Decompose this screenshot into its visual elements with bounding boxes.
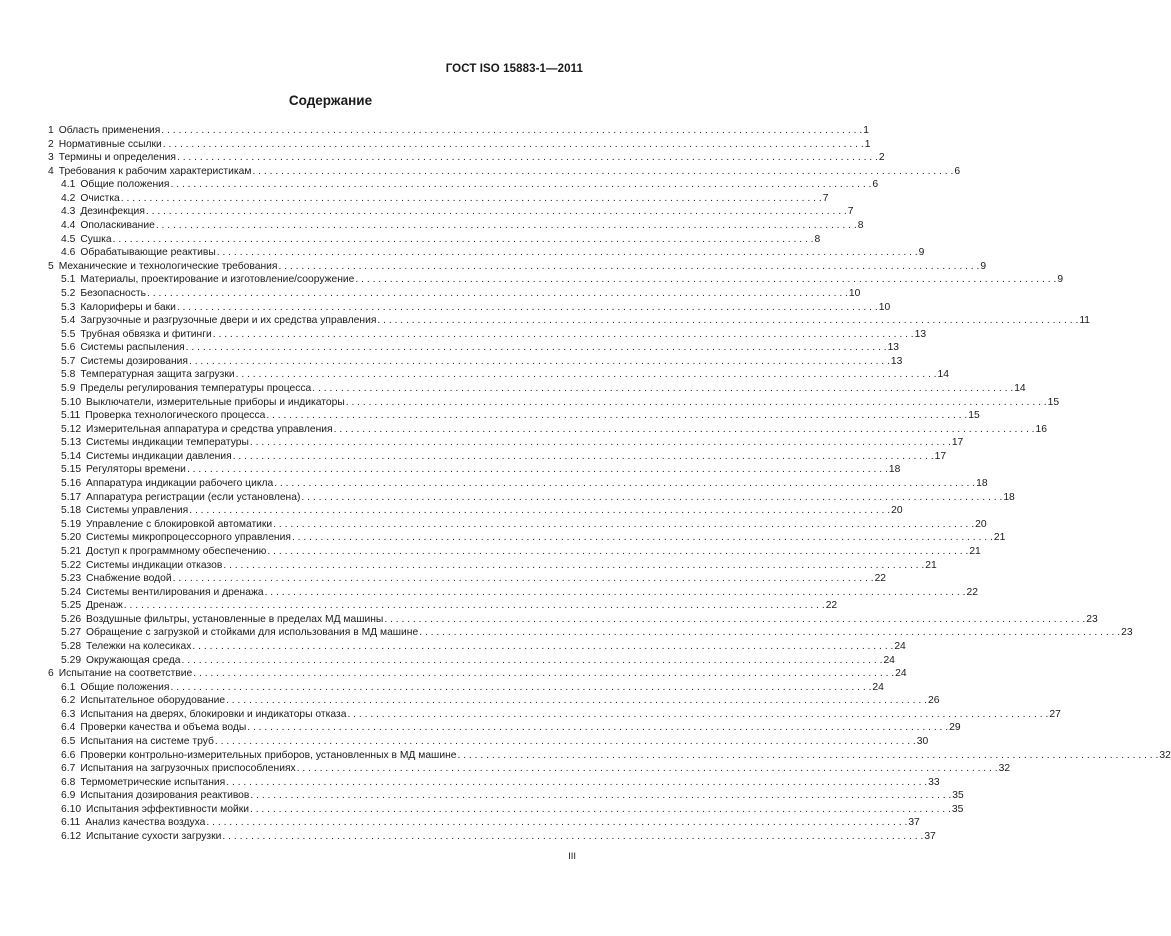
toc-entry[interactable] [48,816,920,830]
toc-entry-title: Общие положения [80,179,170,191]
toc-entry-number: 6.3 [61,708,76,720]
toc-leader-dots [193,667,894,681]
toc-entry-title: Доступ к программному обеспечению [86,545,267,557]
document-code: ГОСТ ISO 15883-1—2011 [445,63,583,75]
toc-entry-title: Общие положения [80,681,170,693]
toc-entry[interactable] [48,396,1060,410]
toc-leader-dots [334,423,1035,437]
toc-entry-title: Системы индикации давления [86,450,232,462]
toc-entry[interactable] [48,477,988,491]
toc-entry-number: 5 [48,260,54,272]
toc-entry-number: 6.1 [61,681,76,693]
toc-entry[interactable] [48,328,927,342]
toc-leader-dots [173,572,874,586]
toc-entry-page: 14 [937,369,949,381]
toc-entry-number: 6.11 [61,817,81,829]
toc-entry[interactable] [48,138,871,152]
toc-entry-number: 3 [48,152,54,164]
toc-entry-title: Аппаратура индикации рабочего цикла [86,478,274,490]
toc-entry[interactable] [48,721,961,735]
toc-entry-number: 6.4 [61,722,76,734]
toc-entry[interactable] [48,273,1064,287]
toc-entry-page: 35 [952,790,964,802]
toc-entry-number: 6.7 [61,763,76,775]
toc-entry[interactable] [48,246,925,260]
toc-leader-dots [223,559,924,573]
toc-leader-dots [189,504,890,518]
toc-entry[interactable] [48,260,987,274]
toc-leader-dots [186,341,887,355]
toc-entry[interactable] [48,545,981,559]
toc-leader-dots [267,545,968,559]
toc-entry-page: 7 [847,206,854,218]
toc-entry-number: 4.3 [61,206,76,218]
toc-entry[interactable] [48,586,978,600]
toc-entry-number: 2 [48,138,54,150]
toc-entry[interactable] [48,613,1098,627]
toc-entry-page: 24 [872,681,884,693]
toc-entry-number: 5.7 [61,355,76,367]
page-title: Содержание [288,93,373,108]
toc-entry-page: 23 [1086,613,1098,625]
toc-entry-number: 4.6 [61,247,76,259]
toc-entry-number: 5.20 [61,532,82,544]
toc-leader-dots [213,328,914,342]
toc-entry[interactable] [48,681,884,695]
toc-entry-number: 5.13 [61,437,82,449]
toc-entry-page: 11 [1079,315,1091,327]
toc-entry-number: 5.21 [61,545,82,557]
toc-entry-number: 5.22 [61,559,82,571]
toc-entry[interactable] [48,409,980,423]
toc-entry[interactable] [48,749,1171,763]
toc-entry-number: 5.26 [61,613,82,625]
table-of-contents [48,124,1171,844]
toc-entry-title: Снабжение водой [86,573,172,585]
toc-leader-dots [252,165,953,179]
toc-entry-page: 22 [874,573,887,585]
toc-entry-number: 5.4 [61,315,76,327]
toc-entry[interactable] [48,708,1061,722]
toc-entry-page: 6 [872,179,879,191]
toc-entry-number: 1 [48,125,54,136]
toc-entry-title: Измерительная аппаратура и средства управления [86,423,333,435]
toc-entry-title: Системы дозирования [80,355,188,367]
toc-entry-number: 5.29 [61,654,82,666]
toc-leader-dots [177,301,878,315]
toc-leader-dots [346,396,1047,410]
toc-entry[interactable] [48,491,1015,505]
toc-entry-number: 5.2 [61,287,76,299]
toc-entry-page: 20 [975,518,987,530]
toc-entry[interactable] [48,423,1048,437]
toc-entry-title: Воздушные фильтры, установленные в пределах МД машины [86,613,384,625]
toc-entry-page: 16 [1035,423,1048,435]
toc-entry-page: 7 [822,192,829,204]
toc-leader-dots [177,151,878,165]
toc-entry[interactable] [48,368,949,382]
toc-entry-title: Испытания на загрузочных приспособлениях [80,763,296,775]
toc-entry-title: Безопасность [80,287,147,299]
toc-entry-number: 6.9 [61,790,76,802]
toc-entry-page: 26 [927,695,940,707]
toc-leader-dots [215,735,916,749]
toc-entry-number: 5.11 [61,410,81,422]
toc-entry-number: 5.15 [61,464,82,476]
toc-entry-page: 15 [968,410,980,422]
toc-entry-title: Материалы, проектирование и изготовление/сооружение [80,274,355,286]
toc-entry-number: 5.1 [61,274,76,286]
toc-entry[interactable] [48,355,903,369]
toc-entry[interactable] [48,124,869,138]
toc-entry-title: Сушка [80,233,112,245]
toc-entry[interactable] [48,436,964,450]
toc-entry-page: 27 [1049,708,1061,720]
toc-entry-page: 29 [949,722,961,734]
toc-entry-title: Нормативные ссылки [58,138,162,150]
toc-entry-title: Ополаскивание [80,220,155,232]
toc-leader-dots [265,586,966,600]
toc-entry-page: 17 [934,450,947,462]
toc-entry-title: Аппаратура регистрации (если установлена) [86,491,301,503]
toc-entry[interactable] [48,287,861,301]
toc-entry-number: 4.2 [61,192,76,204]
toc-entry-page: 1 [864,138,871,150]
toc-entry-title: Дренаж [86,600,123,612]
toc-leader-dots [312,382,1013,396]
toc-entry-page: 17 [951,437,964,449]
toc-entry[interactable] [48,463,901,477]
toc-entry[interactable] [48,599,838,613]
toc-entry-number: 6.6 [61,749,76,761]
toc-leader-dots [171,178,872,192]
toc-entry-number: 5.8 [61,369,76,381]
toc-entry-page: 21 [925,559,937,571]
toc-entry-page: 21 [993,532,1006,544]
toc-entry[interactable] [48,694,940,708]
toc-entry-number: 5.6 [61,342,76,354]
toc-entry-page: 10 [878,301,891,313]
toc-entry-title: Испытания дозирования реактивов [80,790,250,802]
toc-entry-number: 4.1 [61,179,76,191]
toc-leader-dots [250,803,951,817]
toc-leader-dots [233,450,934,464]
toc-entry-number: 5.17 [61,491,82,503]
toc-entry[interactable] [48,654,895,668]
toc-entry-title: Температурная защита загрузки [80,369,235,381]
toc-entry[interactable] [48,382,1026,396]
toc-entry[interactable] [48,626,1133,640]
toc-leader-dots [124,599,825,613]
toc-leader-dots [236,368,937,382]
toc-entry-title: Тележки на колесиках [86,640,192,652]
toc-entry-title: Термометрические испытания [80,776,226,788]
toc-leader-dots [192,640,893,654]
toc-leader-dots [226,776,927,790]
toc-entry-title: Испытание на соответствие [58,668,193,680]
toc-entry-number: 5.3 [61,301,76,313]
toc-entry-number: 5.25 [61,600,82,612]
toc-entry-number: 5.14 [61,450,82,462]
toc-entry-number: 4.5 [61,233,76,245]
toc-entry-number: 5.28 [61,640,82,652]
toc-entry-title: Системы индикации отказов [86,559,223,571]
toc-entry[interactable] [48,789,964,803]
toc-leader-dots [384,613,1085,627]
toc-entry-page: 24 [895,668,907,680]
toc-entry[interactable] [48,830,936,844]
toc-leader-dots [121,192,822,206]
toc-entry-page: 10 [848,287,861,299]
toc-entry[interactable] [48,165,961,179]
toc-entry-title: Испытательное оборудование [80,695,226,707]
toc-entry[interactable] [48,151,885,165]
toc-entry[interactable] [48,450,947,464]
toc-entry[interactable] [48,341,900,355]
toc-leader-dots [347,708,1048,722]
toc-entry-title: Системы индикации температуры [86,437,249,449]
toc-entry[interactable] [48,803,964,817]
toc-entry-page: 9 [980,260,987,272]
toc-entry-number: 5.19 [61,518,82,530]
toc-entry-title: Выключатели, измерительные приборы и индикаторы [86,396,345,408]
toc-entry[interactable] [48,504,903,518]
toc-entry-title: Калориферы и баки [80,301,176,313]
toc-entry-page: 9 [1057,274,1064,286]
toc-leader-dots [292,531,993,545]
toc-entry-title: Испытания эффективности мойки [86,803,249,815]
toc-entry-page: 22 [825,600,838,612]
toc-entry[interactable] [48,762,1011,776]
toc-entry[interactable] [48,314,1091,328]
toc-entry-page: 23 [1121,627,1133,639]
toc-leader-dots [247,721,948,735]
toc-entry-title: Область применения [58,125,161,136]
toc-leader-dots [297,762,998,776]
toc-entry-page: 24 [894,640,906,652]
toc-entry-page: 37 [924,831,936,843]
toc-entry-page: 32 [1159,749,1171,761]
toc-entry-number: 5.23 [61,573,82,585]
toc-entry-page: 9 [918,247,925,259]
toc-entry-page: 18 [1003,491,1015,503]
toc-entry[interactable] [48,219,864,233]
toc-entry-number: 5.27 [61,627,82,639]
toc-leader-dots [187,463,888,477]
toc-entry-page: 13 [887,342,900,354]
toc-entry-title: Испытание сухости загрузки [86,831,222,843]
toc-entry-page: 30 [916,736,929,748]
toc-entry[interactable] [48,518,987,532]
toc-entry-page: 22 [966,586,978,598]
toc-leader-dots [146,205,847,219]
toc-entry-number: 5.12 [61,423,82,435]
toc-leader-dots [419,626,1120,640]
toc-entry-page: 13 [914,328,927,340]
toc-entry-title: Дезинфекция [80,206,145,218]
toc-entry-page: 37 [908,817,920,829]
toc-leader-dots [273,518,974,532]
toc-entry-page: 8 [814,233,821,245]
toc-entry-page: 32 [998,763,1011,775]
toc-leader-dots [377,314,1078,328]
toc-entry-title: Термины и определения [58,152,176,164]
toc-entry-page: 24 [883,654,895,666]
toc-leader-dots [182,654,883,668]
toc-entry-page: 1 [863,125,869,136]
toc-entry-title: Испытания на системе труб [80,736,214,748]
toc-entry-number: 6 [48,668,54,680]
toc-entry-title: Проверки контрольно-измерительных приборов, установленных в МД машине [80,749,457,761]
toc-entry-number: 5.24 [61,586,82,598]
toc-entry-title: Анализ качества воздуха [85,817,206,829]
toc-entry-title: Проверка технологического процесса [85,410,266,422]
toc-leader-dots [226,694,927,708]
toc-leader-dots [222,830,923,844]
toc-entry[interactable] [48,301,891,315]
toc-leader-dots [113,233,814,247]
toc-entry[interactable] [48,640,906,654]
toc-entry-page: 18 [976,478,988,490]
toc-entry-title: Очистка [80,192,120,204]
toc-entry-page: 13 [890,355,903,367]
toc-entry-number: 4.4 [61,220,76,232]
toc-leader-dots [156,219,857,233]
toc-entry-page: 33 [928,776,940,788]
toc-entry-title: Окружающая среда [86,654,181,666]
toc-entry-title: Обращение с загрузкой и стойками для использования в МД машине [86,627,419,639]
toc-entry-number: 5.16 [61,478,82,490]
toc-entry[interactable] [48,559,937,573]
toc-leader-dots [250,436,951,450]
toc-entry-page: 21 [969,545,981,557]
toc-entry-title: Управление с блокировкой автоматики [86,518,273,530]
toc-leader-dots [250,789,951,803]
toc-leader-dots [278,260,979,274]
toc-entry-page: 15 [1047,396,1060,408]
toc-leader-dots [163,138,864,152]
toc-leader-dots [274,477,975,491]
toc-entry-title: Испытания на дверях, блокировки и индикаторы отказа [80,708,347,720]
toc-leader-dots [355,273,1056,287]
toc-entry[interactable] [48,735,929,749]
toc-entry-page: 14 [1014,382,1026,394]
toc-leader-dots [217,246,918,260]
toc-entry-number: 6.5 [61,736,76,748]
toc-entry-number: 5.18 [61,505,82,517]
toc-leader-dots [206,816,907,830]
toc-entry-number: 5.5 [61,328,76,340]
toc-entry[interactable] [48,178,879,192]
toc-entry-title: Механические и технологические требования [58,260,278,272]
toc-entry-title: Системы управления [86,505,189,517]
toc-entry-number: 5.9 [61,382,76,394]
toc-entry-title: Загрузочные и разгрузочные двери и их средства управления [80,315,377,327]
toc-leader-dots [266,409,967,423]
toc-entry[interactable] [48,233,821,247]
toc-entry-title: Обрабатывающие реактивы [80,247,216,259]
toc-entry[interactable] [48,572,887,586]
toc-entry-title: Трубная обвязка и фитинги [80,328,212,340]
toc-entry-title: Требования к рабочим характеристикам [58,165,252,177]
toc-entry-number: 6.12 [61,831,82,843]
toc-entry-number: 5.10 [61,396,82,408]
toc-entry-title: Регуляторы времени [86,464,186,476]
toc-entry[interactable] [48,667,907,681]
toc-entry-page: 35 [951,803,964,815]
toc-entry[interactable] [48,192,829,206]
toc-entry[interactable] [48,531,1006,545]
toc-entry-number: 4 [48,165,54,177]
toc-leader-dots [457,749,1158,763]
page-number: III [568,851,576,862]
toc-entry-title: Пределы регулирования температуры процесса [80,382,312,394]
toc-entry[interactable] [48,205,854,219]
toc-entry-title: Системы микропроцессорного управления [86,532,291,544]
toc-entry-title: Системы распыления [80,342,185,354]
toc-leader-dots [301,491,1002,505]
toc-leader-dots [171,681,872,695]
toc-entry-title: Системы вентилирования и дренажа [86,586,264,598]
toc-entry-page: 20 [891,505,903,517]
toc-leader-dots [161,124,862,138]
toc-entry-page: 18 [888,464,901,476]
toc-leader-dots [147,287,848,301]
toc-entry-number: 6.2 [61,695,76,707]
toc-leader-dots [189,355,890,369]
toc-entry-title: Проверки качества и объема воды [80,722,247,734]
toc-entry-number: 6.10 [61,803,82,815]
toc-entry-page: 8 [857,220,864,232]
toc-entry-page: 2 [878,152,885,164]
toc-entry-page: 6 [954,165,961,177]
toc-entry[interactable] [48,776,940,790]
toc-entry-number: 6.8 [61,776,76,788]
